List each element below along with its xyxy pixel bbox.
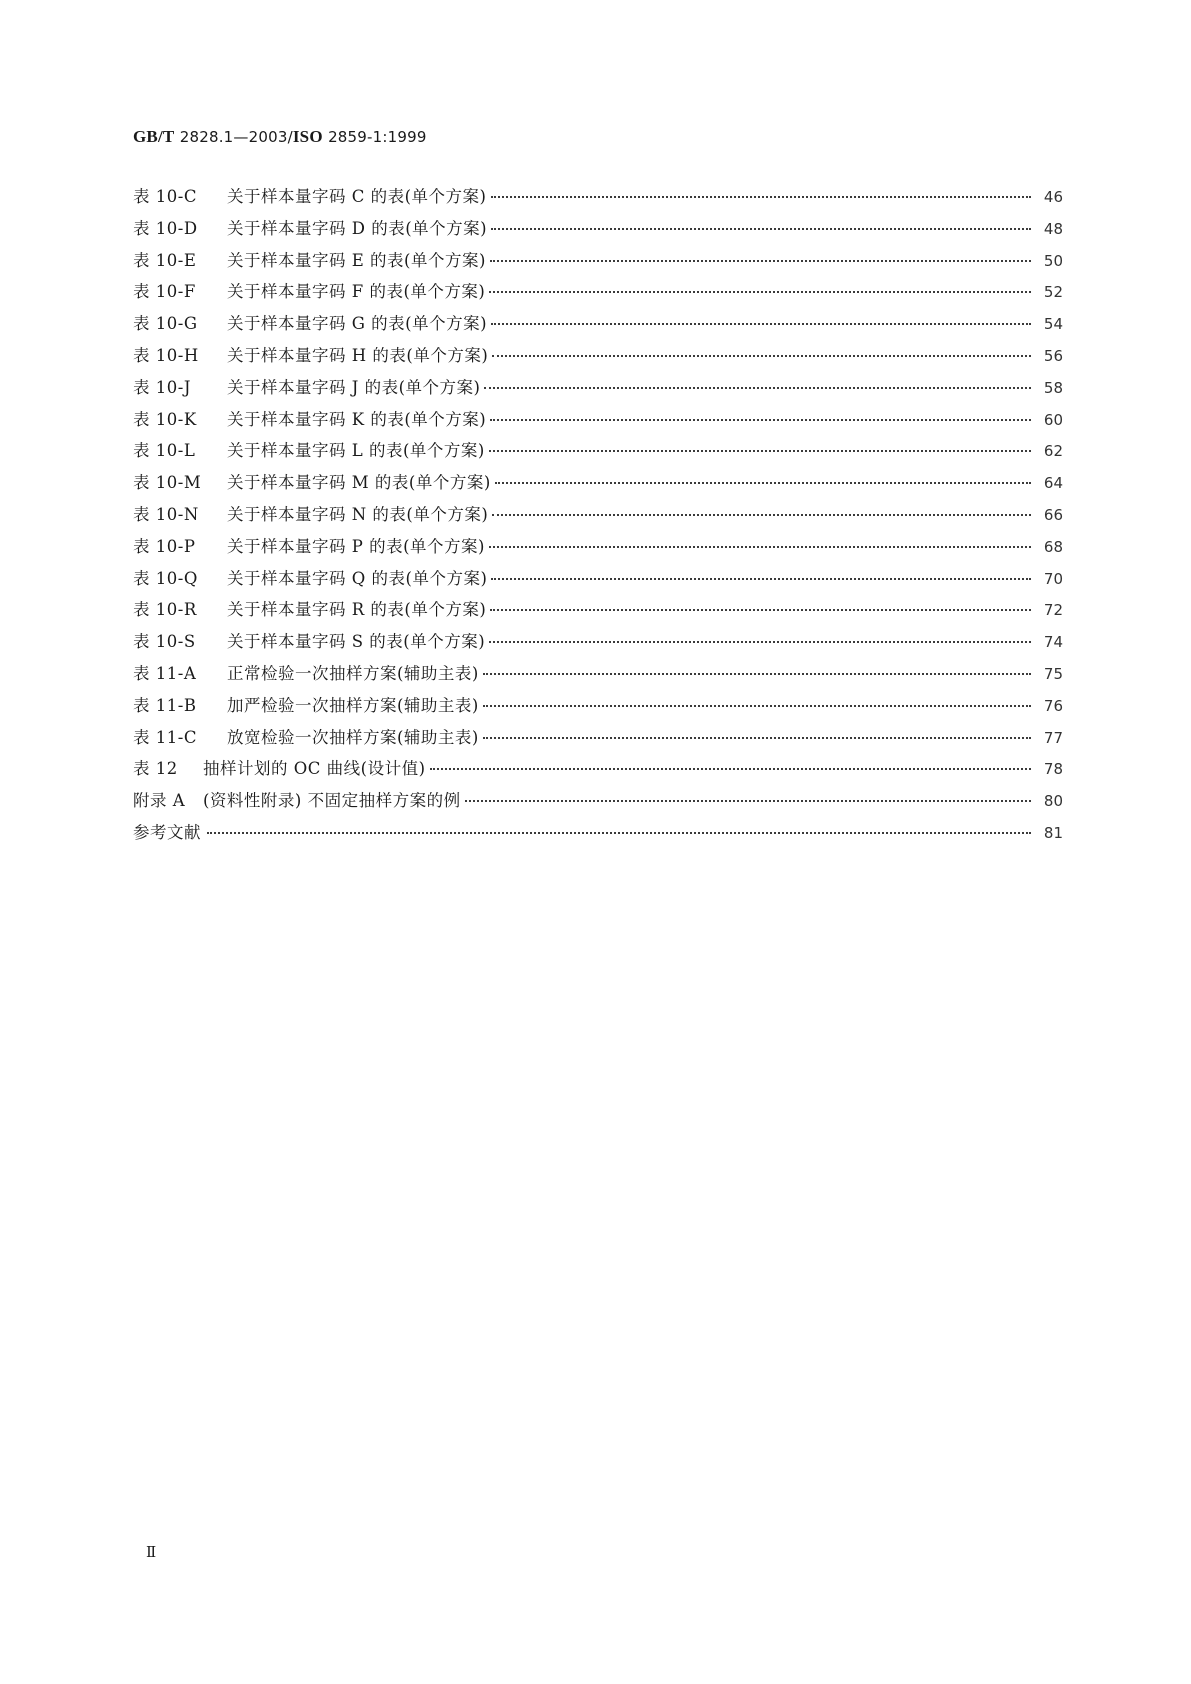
toc-entry-label <box>133 278 485 302</box>
toc-entry-title: 关于样本量字码 E 的表(单个方案) <box>227 250 486 270</box>
toc-entry-label <box>133 342 488 366</box>
toc-entry-code: 附录 A <box>133 791 186 811</box>
toc-entry[interactable] <box>133 532 1063 564</box>
toc-entry-label <box>133 469 491 493</box>
toc-entry-code: 表 10-H <box>133 345 199 365</box>
toc-leader-dots <box>490 595 1031 615</box>
toc-entry[interactable] <box>133 500 1063 532</box>
toc-entry-label <box>133 501 488 525</box>
toc-entry[interactable] <box>133 246 1063 278</box>
toc-entry-label <box>133 247 486 271</box>
toc-entry-code: 表 10-D <box>133 218 198 238</box>
toc-entry-page: 78 <box>1043 760 1063 779</box>
page-number: Ⅱ <box>146 1545 157 1561</box>
toc-entry-label <box>133 692 479 716</box>
toc-leader-dots <box>483 691 1031 711</box>
toc-entry[interactable] <box>133 627 1063 659</box>
toc-entry-page: 74 <box>1043 633 1063 652</box>
toc-entry-code: 表 10-N <box>133 504 199 524</box>
toc-entry[interactable] <box>133 436 1063 468</box>
toc-entry-page: 62 <box>1043 442 1063 461</box>
toc-leader-dots <box>489 277 1031 297</box>
toc-entry-title: (资料性附录) 不固定抽样方案的例 <box>203 791 461 811</box>
toc-leader-dots <box>491 214 1031 234</box>
toc-entry[interactable] <box>133 659 1063 691</box>
toc-entry[interactable] <box>133 214 1063 246</box>
toc-entry-title: 关于样本量字码 R 的表(单个方案) <box>227 600 487 620</box>
toc-entry[interactable] <box>133 595 1063 627</box>
toc-entry-page: 72 <box>1043 601 1063 620</box>
toc-entry[interactable] <box>133 373 1063 405</box>
toc-entry-label <box>133 660 479 684</box>
toc-entry-code: 表 12 <box>133 759 178 779</box>
toc-entry-title: 正常检验一次抽样方案(辅助主表) <box>227 663 479 683</box>
toc-entry-title: 关于样本量字码 Q 的表(单个方案) <box>227 568 488 588</box>
toc-entry-label <box>133 374 480 398</box>
toc-entry-title: 关于样本量字码 N 的表(单个方案) <box>227 504 489 524</box>
toc-leader-dots <box>490 405 1031 425</box>
toc-entry-label <box>133 819 203 843</box>
toc-leader-dots <box>483 659 1031 679</box>
toc-entry-code: 表 10-J <box>133 377 191 397</box>
toc-entry-page: 48 <box>1043 219 1063 238</box>
toc-entry-title: 放宽检验一次抽样方案(辅助主表) <box>227 727 479 747</box>
toc-entry-label <box>133 596 486 620</box>
toc-entry-label <box>133 533 485 557</box>
toc-entry-page: 50 <box>1043 251 1063 270</box>
toc-entry-title: 抽样计划的 OC 曲线(设计值) <box>203 759 426 779</box>
toc-entry-code: 表 11-A <box>133 663 197 683</box>
toc-entry-code: 表 10-P <box>133 536 196 556</box>
toc-leader-dots <box>491 309 1031 329</box>
toc-entry-title: 关于样本量字码 L 的表(单个方案) <box>227 441 485 461</box>
toc-entry-label <box>133 406 486 430</box>
toc-entry-label <box>133 310 487 334</box>
toc-entry-page: 68 <box>1043 537 1063 556</box>
toc-entry-code: 表 10-C <box>133 187 197 206</box>
toc-entry-page: 66 <box>1043 505 1063 524</box>
toc-entry-code: 表 10-E <box>133 250 197 270</box>
std-prefix: GB/T <box>133 127 175 146</box>
toc-entry-page: 52 <box>1043 283 1063 302</box>
toc-entry-page: 60 <box>1043 410 1063 429</box>
toc-entry[interactable] <box>133 341 1063 373</box>
toc-entry-page: 70 <box>1043 569 1063 588</box>
toc-entry[interactable] <box>133 786 1063 818</box>
toc-entry-code: 表 10-M <box>133 473 202 493</box>
toc-entry-title: 关于样本量字码 C 的表(单个方案) <box>227 187 487 206</box>
toc-entry-page: 77 <box>1043 728 1063 747</box>
toc-entry-code: 表 10-S <box>133 632 196 652</box>
toc-entry[interactable] <box>133 818 1063 850</box>
toc-entry[interactable] <box>133 182 1063 214</box>
toc-leader-dots <box>465 786 1031 806</box>
toc-entry-page: 64 <box>1043 474 1063 493</box>
toc-leader-dots <box>491 564 1031 584</box>
toc-leader-dots <box>495 468 1031 488</box>
iso-number: 2859-1:1999 <box>328 128 427 146</box>
toc-entry-code: 表 10-F <box>133 282 196 302</box>
toc-leader-dots <box>483 723 1031 743</box>
toc-entry[interactable] <box>133 691 1063 723</box>
toc-entry[interactable] <box>133 468 1063 500</box>
iso-prefix: ISO <box>292 127 323 146</box>
toc-leader-dots <box>207 818 1031 838</box>
toc-entry-label <box>133 787 461 811</box>
toc-entry[interactable] <box>133 564 1063 596</box>
toc-entry-page: 81 <box>1043 823 1063 842</box>
toc-entry-title: 关于样本量字码 H 的表(单个方案) <box>227 345 489 365</box>
toc-entry-page: 58 <box>1043 378 1063 397</box>
toc-leader-dots <box>430 754 1031 774</box>
toc-entry-page: 54 <box>1043 315 1063 334</box>
toc-leader-dots <box>492 500 1031 520</box>
toc-leader-dots <box>489 532 1031 552</box>
toc-entry-label <box>133 183 487 207</box>
toc-entry-label <box>133 215 487 239</box>
standard-header <box>133 127 427 147</box>
std-number: 2828.1—2003/ <box>179 128 293 146</box>
toc-entry[interactable] <box>133 309 1063 341</box>
toc-entry-code: 表 10-G <box>133 314 198 334</box>
toc-entry[interactable] <box>133 405 1063 437</box>
toc-entry-title: 加严检验一次抽样方案(辅助主表) <box>227 695 479 715</box>
toc-entry[interactable] <box>133 723 1063 755</box>
toc-entry[interactable] <box>133 754 1063 786</box>
toc-entry-title: 关于样本量字码 K 的表(单个方案) <box>227 409 487 429</box>
toc-leader-dots <box>489 436 1031 456</box>
toc-entry-code: 表 11-B <box>133 695 197 715</box>
toc-entry[interactable] <box>133 277 1063 309</box>
toc-entry-page: 46 <box>1043 188 1063 206</box>
toc-leader-dots <box>489 627 1031 647</box>
toc-entry-title: 关于样本量字码 S 的表(单个方案) <box>227 632 486 652</box>
toc-entry-code: 表 10-R <box>133 600 197 620</box>
toc-entry-code: 表 10-L <box>133 441 196 461</box>
toc-leader-dots <box>484 373 1031 393</box>
toc-entry-page: 75 <box>1043 664 1063 683</box>
toc-entry-label <box>133 755 426 779</box>
toc-entry-title: 关于样本量字码 F 的表(单个方案) <box>227 282 486 302</box>
toc-leader-dots <box>492 341 1031 361</box>
toc-leader-dots <box>490 246 1031 266</box>
toc-entry-title: 关于样本量字码 D 的表(单个方案) <box>227 218 488 238</box>
toc-entry-code: 表 11-C <box>133 727 197 747</box>
toc-entry-title: 关于样本量字码 G 的表(单个方案) <box>227 314 488 334</box>
toc-entry-page: 80 <box>1043 792 1063 811</box>
toc-entry-page: 76 <box>1043 696 1063 715</box>
toc-entry-title: 关于样本量字码 J 的表(单个方案) <box>227 377 481 397</box>
toc-entry-label <box>133 437 485 461</box>
toc-entry-label <box>133 724 479 748</box>
toc-entry-page: 56 <box>1043 346 1063 365</box>
toc-entry-code: 表 10-K <box>133 409 197 429</box>
toc-entry-code: 表 10-Q <box>133 568 198 588</box>
toc-leader-dots <box>491 182 1032 202</box>
toc-entry-label <box>133 565 487 589</box>
toc-entry-title: 关于样本量字码 M 的表(单个方案) <box>227 473 491 493</box>
toc-entry-label <box>133 628 485 652</box>
toc-entry-title: 关于样本量字码 P 的表(单个方案) <box>227 536 485 556</box>
toc-entry-code: 参考文献 <box>133 822 201 842</box>
table-of-contents <box>133 182 1063 850</box>
